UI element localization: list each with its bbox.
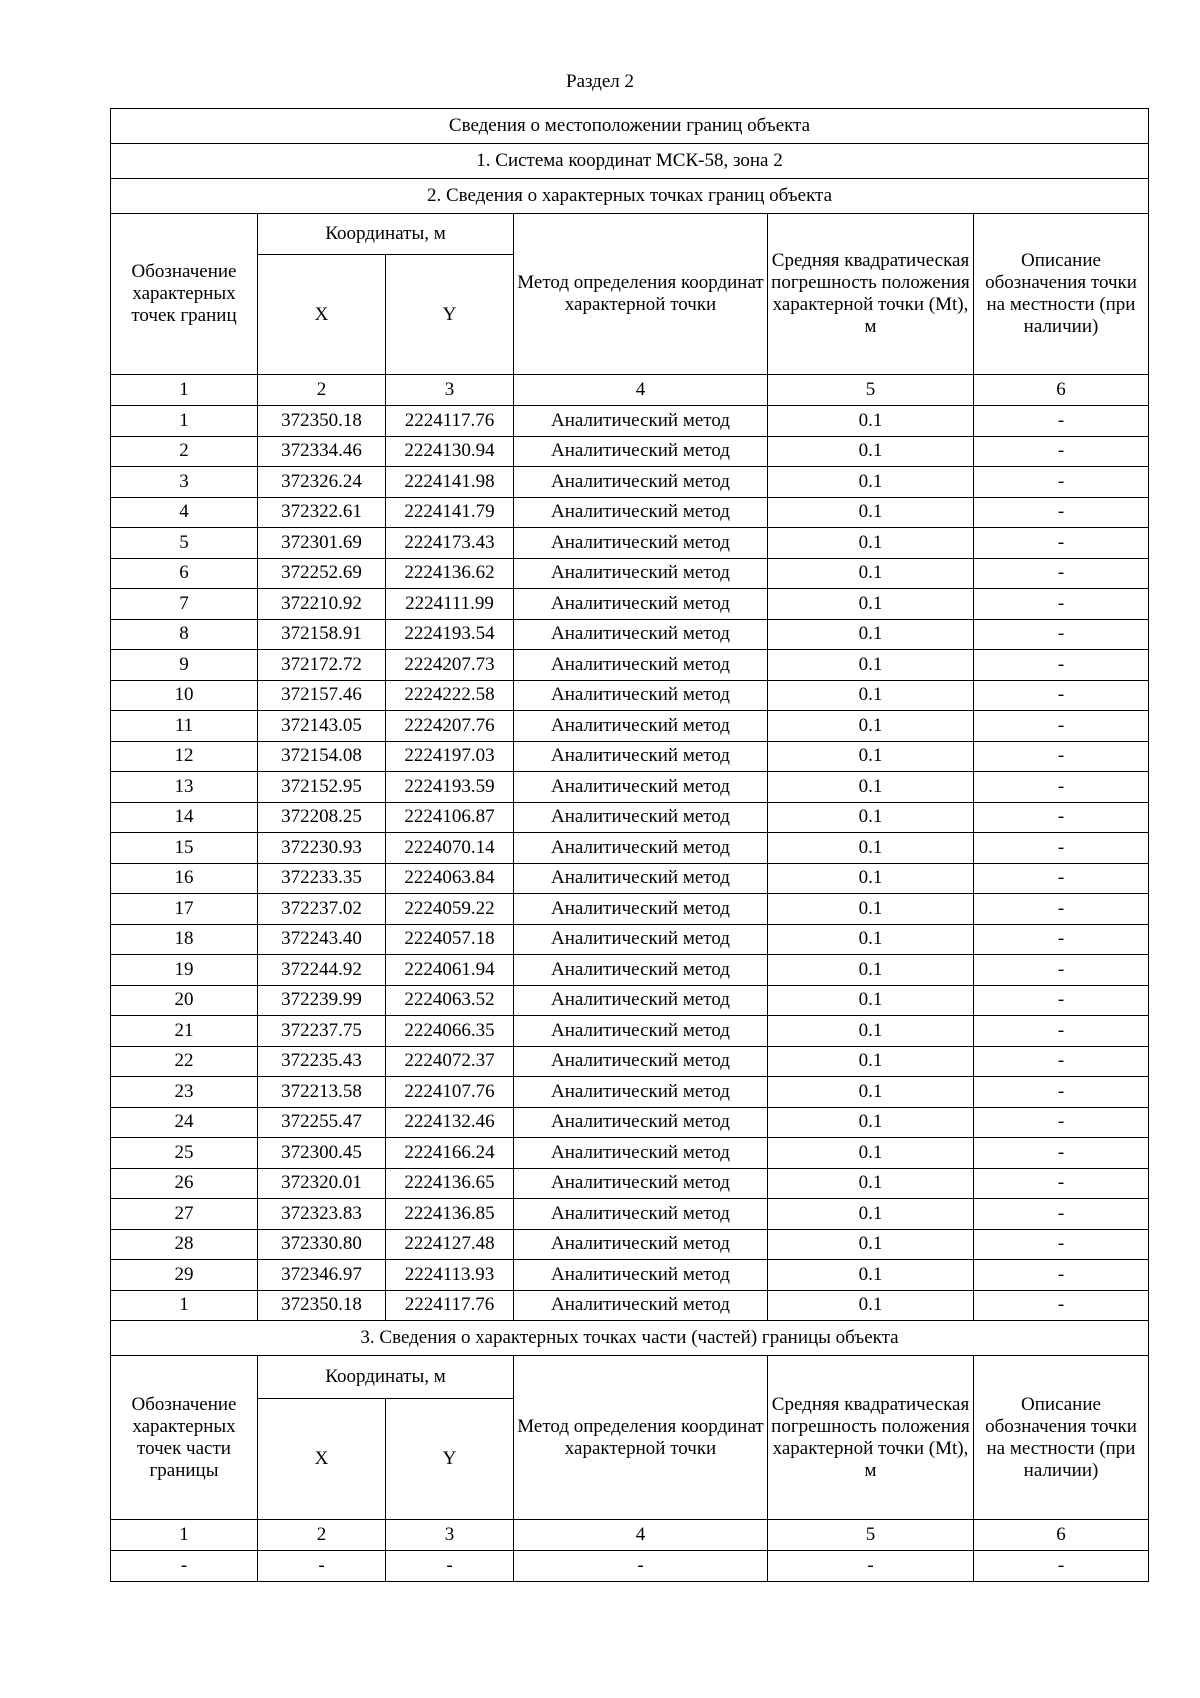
x-coordinate-cell: 372243.40 [258,924,386,955]
column-number: 3 [386,375,514,406]
method-cell: Аналитический метод [514,1168,768,1199]
error-cell: 0.1 [768,1260,974,1291]
x-coordinate-cell: 372239.99 [258,985,386,1016]
error-cell: 0.1 [768,1199,974,1230]
table-row [111,741,1149,772]
point-number-cell: 28 [111,1229,258,1260]
table-row [111,406,1149,437]
point-number-cell: - [111,1551,258,1582]
header-coordinates: Координаты, м [258,214,514,255]
point-number-cell: 23 [111,1077,258,1108]
method-cell: Аналитический метод [514,589,768,620]
parts-header-point-label: Обозначение характерных точек части границы [111,1356,258,1520]
table-row [111,650,1149,681]
error-cell: 0.1 [768,772,974,803]
method-cell: Аналитический метод [514,1077,768,1108]
description-cell: - [974,863,1149,894]
y-coordinate-cell: 2224059.22 [386,894,514,925]
error-cell: 0.1 [768,406,974,437]
description-cell: - [974,406,1149,437]
x-coordinate-cell: 372320.01 [258,1168,386,1199]
point-number-cell: 9 [111,650,258,681]
point-number-cell: 10 [111,680,258,711]
y-coordinate-cell: 2224106.87 [386,802,514,833]
error-cell: 0.1 [768,558,974,589]
table-row [111,1077,1149,1108]
point-number-cell: 24 [111,1107,258,1138]
parts-section-header: 3. Сведения о характерных точках части (частей) границы объекта [111,1321,1149,1356]
y-coordinate-cell: 2224070.14 [386,833,514,864]
x-coordinate-cell: 372152.95 [258,772,386,803]
description-cell: - [974,894,1149,925]
y-coordinate-cell: 2224072.37 [386,1046,514,1077]
y-coordinate-cell: 2224197.03 [386,741,514,772]
point-number-cell: 18 [111,924,258,955]
error-cell: 0.1 [768,863,974,894]
column-number: 4 [514,1520,768,1551]
y-coordinate-cell: - [386,1551,514,1582]
table-row [111,772,1149,803]
point-number-cell: 7 [111,589,258,620]
method-cell: Аналитический метод [514,802,768,833]
point-number-cell: 14 [111,802,258,833]
point-number-cell: 15 [111,833,258,864]
y-coordinate-cell: 2224061.94 [386,955,514,986]
description-cell: - [974,1551,1149,1582]
point-number-cell: 22 [111,1046,258,1077]
description-cell: - [974,1260,1149,1291]
table-row [111,955,1149,986]
table-row [111,1138,1149,1169]
table-row [111,589,1149,620]
method-cell: - [514,1551,768,1582]
method-cell: Аналитический метод [514,1199,768,1230]
method-cell: Аналитический метод [514,650,768,681]
point-number-cell: 25 [111,1138,258,1169]
x-coordinate-cell: 372210.92 [258,589,386,620]
x-coordinate-cell: 372143.05 [258,711,386,742]
parts-header-coordinates: Координаты, м [258,1356,514,1399]
x-coordinate-cell: 372208.25 [258,802,386,833]
point-number-cell: 12 [111,741,258,772]
description-cell: - [974,833,1149,864]
point-number-cell: 29 [111,1260,258,1291]
table-row [111,924,1149,955]
error-cell: 0.1 [768,467,974,498]
description-cell: - [974,650,1149,681]
header-error: Средняя квадратическая погрешность положения характерной точки (Mt), м [768,214,974,375]
x-coordinate-cell: 372230.93 [258,833,386,864]
description-cell: - [974,497,1149,528]
description-cell: - [974,955,1149,986]
method-cell: Аналитический метод [514,619,768,650]
table-row [111,619,1149,650]
point-number-cell: 1 [111,1290,258,1321]
parts-table-row [111,1551,1149,1582]
method-cell: Аналитический метод [514,558,768,589]
method-cell: Аналитический метод [514,1046,768,1077]
point-number-cell: 17 [111,894,258,925]
table-row [111,1168,1149,1199]
table-row [111,497,1149,528]
column-number: 1 [111,1520,258,1551]
x-coordinate-cell: 372350.18 [258,1290,386,1321]
point-number-cell: 19 [111,955,258,986]
point-number-cell: 26 [111,1168,258,1199]
error-cell: 0.1 [768,985,974,1016]
parts-header-description: Описание обозначения точки на местности (при наличии) [974,1356,1149,1520]
method-cell: Аналитический метод [514,1290,768,1321]
description-cell: - [974,1290,1149,1321]
y-coordinate-cell: 2224193.54 [386,619,514,650]
x-coordinate-cell: 372322.61 [258,497,386,528]
table-row [111,467,1149,498]
table-row [111,680,1149,711]
x-coordinate-cell: 372326.24 [258,467,386,498]
table-row [111,1046,1149,1077]
error-cell: 0.1 [768,680,974,711]
x-coordinate-cell: 372334.46 [258,436,386,467]
method-cell: Аналитический метод [514,741,768,772]
method-cell: Аналитический метод [514,924,768,955]
table-row [111,1290,1149,1321]
point-number-cell: 1 [111,406,258,437]
table-title: Сведения о местоположении границ объекта [111,109,1149,144]
point-number-cell: 8 [111,619,258,650]
parts-column-number-row [111,1520,1149,1551]
description-cell: - [974,1077,1149,1108]
point-number-cell: 13 [111,772,258,803]
y-coordinate-cell: 2224057.18 [386,924,514,955]
x-coordinate-cell: 372301.69 [258,528,386,559]
method-cell: Аналитический метод [514,985,768,1016]
x-coordinate-cell: 372346.97 [258,1260,386,1291]
method-cell: Аналитический метод [514,833,768,864]
table-row [111,558,1149,589]
x-coordinate-cell: 372235.43 [258,1046,386,1077]
parts-header-error: Средняя квадратическая погрешность положения характерной точки (Mt), м [768,1356,974,1520]
description-cell: - [974,1199,1149,1230]
y-coordinate-cell: 2224063.84 [386,863,514,894]
header-y: Y [386,255,514,375]
error-cell: 0.1 [768,497,974,528]
error-cell: - [768,1551,974,1582]
y-coordinate-cell: 2224130.94 [386,436,514,467]
y-coordinate-cell: 2224111.99 [386,589,514,620]
table-row [111,802,1149,833]
header-method: Метод определения координат характерной точки [514,214,768,375]
parts-header-x: X [258,1399,386,1520]
error-cell: 0.1 [768,711,974,742]
y-coordinate-cell: 2224222.58 [386,680,514,711]
parts-header-method: Метод определения координат характерной точки [514,1356,768,1520]
y-coordinate-cell: 2224066.35 [386,1016,514,1047]
column-number-row [111,375,1149,406]
error-cell: 0.1 [768,802,974,833]
error-cell: 0.1 [768,741,974,772]
error-cell: 0.1 [768,894,974,925]
x-coordinate-cell: 372330.80 [258,1229,386,1260]
description-cell: - [974,1046,1149,1077]
description-cell: - [974,436,1149,467]
point-number-cell: 21 [111,1016,258,1047]
y-coordinate-cell: 2224207.73 [386,650,514,681]
description-cell: - [974,619,1149,650]
x-coordinate-cell: 372157.46 [258,680,386,711]
point-number-cell: 16 [111,863,258,894]
method-cell: Аналитический метод [514,894,768,925]
method-cell: Аналитический метод [514,680,768,711]
error-cell: 0.1 [768,924,974,955]
description-cell: - [974,924,1149,955]
column-number: 5 [768,1520,974,1551]
error-cell: 0.1 [768,619,974,650]
method-cell: Аналитический метод [514,863,768,894]
x-coordinate-cell: 372154.08 [258,741,386,772]
y-coordinate-cell: 2224166.24 [386,1138,514,1169]
error-cell: 0.1 [768,436,974,467]
method-cell: Аналитический метод [514,406,768,437]
table-row [111,985,1149,1016]
y-coordinate-cell: 2224136.62 [386,558,514,589]
description-cell: - [974,558,1149,589]
description-cell: - [974,1229,1149,1260]
description-cell: - [974,772,1149,803]
boundary-table [110,108,1149,1582]
description-cell: - [974,1107,1149,1138]
header-point-label: Обозначение характерных точек границ [111,214,258,375]
method-cell: Аналитический метод [514,528,768,559]
error-cell: 0.1 [768,1107,974,1138]
method-cell: Аналитический метод [514,1260,768,1291]
table-row [111,1260,1149,1291]
error-cell: 0.1 [768,833,974,864]
description-cell: - [974,680,1149,711]
y-coordinate-cell: 2224193.59 [386,772,514,803]
point-number-cell: 20 [111,985,258,1016]
point-number-cell: 2 [111,436,258,467]
x-coordinate-cell: 372252.69 [258,558,386,589]
table-row [111,833,1149,864]
table-row [111,894,1149,925]
method-cell: Аналитический метод [514,1016,768,1047]
y-coordinate-cell: 2224132.46 [386,1107,514,1138]
column-number: 5 [768,375,974,406]
error-cell: 0.1 [768,1046,974,1077]
x-coordinate-cell: 372244.92 [258,955,386,986]
x-coordinate-cell: 372350.18 [258,406,386,437]
error-cell: 0.1 [768,1077,974,1108]
method-cell: Аналитический метод [514,711,768,742]
error-cell: 0.1 [768,1168,974,1199]
table-row [111,1107,1149,1138]
description-cell: - [974,802,1149,833]
y-coordinate-cell: 2224107.76 [386,1077,514,1108]
method-cell: Аналитический метод [514,1229,768,1260]
point-number-cell: 27 [111,1199,258,1230]
x-coordinate-cell: 372158.91 [258,619,386,650]
table-row [111,436,1149,467]
description-cell: - [974,1138,1149,1169]
method-cell: Аналитический метод [514,497,768,528]
error-cell: 0.1 [768,955,974,986]
column-number: 6 [974,1520,1149,1551]
header-x: X [258,255,386,375]
x-coordinate-cell: 372237.02 [258,894,386,925]
column-number: 3 [386,1520,514,1551]
y-coordinate-cell: 2224113.93 [386,1260,514,1291]
description-cell: - [974,1016,1149,1047]
y-coordinate-cell: 2224127.48 [386,1229,514,1260]
x-coordinate-cell: - [258,1551,386,1582]
table-row [111,1199,1149,1230]
point-number-cell: 11 [111,711,258,742]
y-coordinate-cell: 2224141.98 [386,467,514,498]
y-coordinate-cell: 2224117.76 [386,406,514,437]
description-cell: - [974,741,1149,772]
table-row [111,711,1149,742]
error-cell: 0.1 [768,1138,974,1169]
method-cell: Аналитический метод [514,467,768,498]
y-coordinate-cell: 2224136.65 [386,1168,514,1199]
error-cell: 0.1 [768,1016,974,1047]
point-number-cell: 5 [111,528,258,559]
y-coordinate-cell: 2224117.76 [386,1290,514,1321]
header-description: Описание обозначения точки на местности (при наличии) [974,214,1149,375]
error-cell: 0.1 [768,589,974,620]
description-cell: - [974,1168,1149,1199]
point-number-cell: 4 [111,497,258,528]
description-cell: - [974,711,1149,742]
error-cell: 0.1 [768,1290,974,1321]
method-cell: Аналитический метод [514,1138,768,1169]
description-cell: - [974,467,1149,498]
method-cell: Аналитический метод [514,436,768,467]
description-cell: - [974,985,1149,1016]
description-cell: - [974,589,1149,620]
points-section-header: 2. Сведения о характерных точках границ объекта [111,179,1149,214]
method-cell: Аналитический метод [514,1107,768,1138]
table-row [111,528,1149,559]
column-number: 4 [514,375,768,406]
y-coordinate-cell: 2224063.52 [386,985,514,1016]
x-coordinate-cell: 372237.75 [258,1016,386,1047]
column-number: 1 [111,375,258,406]
x-coordinate-cell: 372172.72 [258,650,386,681]
y-coordinate-cell: 2224207.76 [386,711,514,742]
column-number: 2 [258,375,386,406]
column-number: 6 [974,375,1149,406]
error-cell: 0.1 [768,1229,974,1260]
table-row [111,1016,1149,1047]
y-coordinate-cell: 2224141.79 [386,497,514,528]
x-coordinate-cell: 372213.58 [258,1077,386,1108]
point-number-cell: 6 [111,558,258,589]
y-coordinate-cell: 2224136.85 [386,1199,514,1230]
method-cell: Аналитический метод [514,772,768,803]
section-title: Раздел 2 [566,71,634,92]
method-cell: Аналитический метод [514,955,768,986]
x-coordinate-cell: 372233.35 [258,863,386,894]
error-cell: 0.1 [768,650,974,681]
table-row [111,1229,1149,1260]
x-coordinate-cell: 372323.83 [258,1199,386,1230]
table-row [111,863,1149,894]
x-coordinate-cell: 372300.45 [258,1138,386,1169]
description-cell: - [974,528,1149,559]
parts-header-y: Y [386,1399,514,1520]
point-number-cell: 3 [111,467,258,498]
error-cell: 0.1 [768,528,974,559]
y-coordinate-cell: 2224173.43 [386,528,514,559]
coord-system-row: 1. Система координат МСК-58, зона 2 [111,144,1149,179]
x-coordinate-cell: 372255.47 [258,1107,386,1138]
column-number: 2 [258,1520,386,1551]
